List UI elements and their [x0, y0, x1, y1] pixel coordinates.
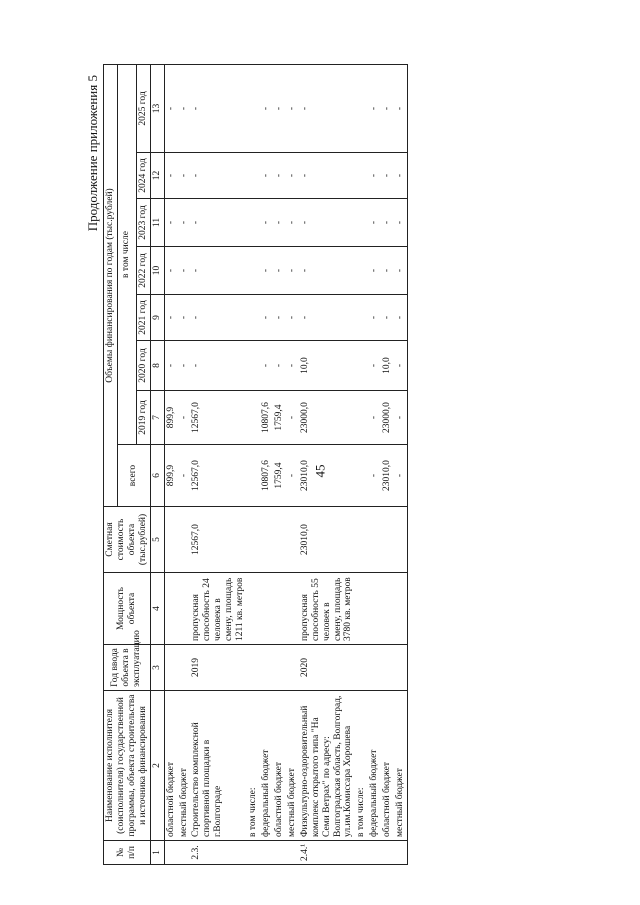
table-row: [286, 64, 299, 864]
row-capacity: [273, 573, 286, 645]
row-value-2: -: [286, 341, 299, 391]
table-row: [247, 64, 260, 864]
header-funding: Объемы финансирования по годам (тыс.рублей): [104, 64, 118, 506]
row-value-7: [355, 64, 368, 152]
row-value-6: -: [394, 153, 407, 199]
column-number: 7: [150, 391, 164, 445]
header-total: всего: [117, 445, 150, 507]
row-name: федеральный бюджет: [368, 691, 381, 841]
row-value-4: -: [178, 247, 191, 295]
header-year-5: 2023 год: [136, 199, 150, 247]
column-number: 5: [150, 507, 164, 573]
row-total: -: [394, 445, 407, 507]
table-row: [178, 64, 191, 864]
row-value-2: 10,0: [299, 341, 356, 391]
column-number: 1: [150, 841, 164, 865]
row-value-5: -: [164, 199, 177, 247]
row-value-3: -: [368, 295, 381, 341]
row-value-6: [355, 153, 368, 199]
row-value-7: -: [190, 64, 247, 152]
row-cost: [355, 507, 368, 573]
row-value-5: [355, 199, 368, 247]
row-value-7: -: [394, 64, 407, 152]
row-value-2: -: [368, 341, 381, 391]
row-total: 899,9: [164, 445, 177, 507]
row-value-6: -: [190, 153, 247, 199]
column-number: 3: [150, 645, 164, 691]
row-year: [164, 645, 177, 691]
row-value-7: [247, 64, 260, 152]
row-cost: [368, 507, 381, 573]
row-value-2: -: [260, 341, 273, 391]
column-number: 9: [150, 295, 164, 341]
row-value-1: -: [178, 391, 191, 445]
row-value-4: -: [164, 247, 177, 295]
column-number: 4: [150, 573, 164, 645]
row-value-6: -: [273, 153, 286, 199]
row-value-4: -: [299, 247, 356, 295]
header-including: в том числе: [117, 64, 136, 444]
table-row: [190, 64, 247, 864]
row-value-3: -: [286, 295, 299, 341]
row-value-1: 12567,0: [190, 391, 247, 445]
row-value-5: -: [368, 199, 381, 247]
row-value-2: 10,0: [381, 341, 394, 391]
row-value-1: -: [286, 391, 299, 445]
row-value-3: -: [273, 295, 286, 341]
row-total: 12567,0: [190, 445, 247, 507]
row-year: [355, 645, 368, 691]
row-capacity: [247, 573, 260, 645]
row-cost: [247, 507, 260, 573]
row-value-5: -: [299, 199, 356, 247]
table-row: [394, 64, 407, 864]
row-capacity: [164, 573, 177, 645]
row-cost: [394, 507, 407, 573]
row-value-4: -: [394, 247, 407, 295]
row-name: местный бюджет: [394, 691, 407, 841]
header-cost: Сметная стоимость объекта (тыс.рублей): [104, 507, 151, 573]
row-total: 23010,0: [381, 445, 394, 507]
row-value-5: -: [394, 199, 407, 247]
row-value-2: [355, 341, 368, 391]
row-year: [247, 645, 260, 691]
row-value-3: -: [178, 295, 191, 341]
column-number: 6: [150, 445, 164, 507]
row-cost: [164, 507, 177, 573]
row-value-6: -: [299, 153, 356, 199]
header-year-4: 2022 год: [136, 247, 150, 295]
row-total: [247, 445, 260, 507]
row-capacity: [368, 573, 381, 645]
row-value-6: -: [260, 153, 273, 199]
row-value-5: [247, 199, 260, 247]
row-cost: [260, 507, 273, 573]
row-value-3: -: [299, 295, 356, 341]
row-total: 23010,0: [299, 445, 356, 507]
row-value-1: -: [368, 391, 381, 445]
header-capacity: Мощность объекта: [104, 573, 151, 645]
row-value-3: -: [190, 295, 247, 341]
row-value-5: -: [178, 199, 191, 247]
row-number: [247, 841, 260, 865]
row-value-3: [355, 295, 368, 341]
row-value-6: -: [178, 153, 191, 199]
row-number: [273, 841, 286, 865]
row-capacity: [260, 573, 273, 645]
row-value-1: [355, 391, 368, 445]
header-year-6: 2024 год: [136, 153, 150, 199]
row-year: [260, 645, 273, 691]
table-row: [273, 64, 286, 864]
row-capacity: [178, 573, 191, 645]
table-row: [164, 64, 177, 864]
row-value-4: -: [368, 247, 381, 295]
row-name: в том числе:: [355, 691, 368, 841]
row-value-3: [247, 295, 260, 341]
row-capacity: пропускная способность 55 человек в смену, площадь 3780 кв. метров: [299, 573, 356, 645]
header-year-1: 2019 год: [136, 391, 150, 445]
column-number: 13: [150, 64, 164, 152]
row-value-7: -: [381, 64, 394, 152]
row-cost: [273, 507, 286, 573]
table-row: [260, 64, 273, 864]
row-value-7: -: [299, 64, 356, 152]
header-year: Год ввода объекта в эксплуатацию: [104, 645, 151, 691]
column-number: 2: [150, 691, 164, 841]
row-value-2: -: [273, 341, 286, 391]
row-year: [368, 645, 381, 691]
row-value-7: -: [368, 64, 381, 152]
row-value-1: 1759,4: [273, 391, 286, 445]
row-year: [273, 645, 286, 691]
row-value-7: -: [273, 64, 286, 152]
row-value-5: -: [260, 199, 273, 247]
column-number: 10: [150, 247, 164, 295]
row-total: 1759,4: [273, 445, 286, 507]
row-capacity: [381, 573, 394, 645]
table-row: [299, 64, 356, 864]
header-number: № п/п: [104, 841, 151, 865]
continuation-note: Продолжение приложения 5: [85, 75, 100, 232]
row-value-4: -: [381, 247, 394, 295]
row-value-3: -: [394, 295, 407, 341]
header-name: Наименование исполнителя (соисполнителя) государственной программы, объекта строительства и источника финансирования: [104, 691, 151, 841]
row-value-2: -: [178, 341, 191, 391]
row-value-6: -: [286, 153, 299, 199]
table-row: [368, 64, 381, 864]
row-value-2: -: [394, 341, 407, 391]
row-total: 10807,6: [260, 445, 273, 507]
row-name: в том числе:: [247, 691, 260, 841]
row-year: [178, 645, 191, 691]
row-cost: [178, 507, 191, 573]
row-value-6: -: [164, 153, 177, 199]
row-value-4: -: [286, 247, 299, 295]
row-value-7: -: [164, 64, 177, 152]
row-year: 2019: [190, 645, 247, 691]
row-value-5: -: [273, 199, 286, 247]
page-number: 45: [312, 464, 327, 478]
row-value-6: [247, 153, 260, 199]
row-name: местный бюджет: [178, 691, 191, 841]
header-year-3: 2021 год: [136, 295, 150, 341]
row-value-6: -: [381, 153, 394, 199]
row-number: [164, 841, 177, 865]
financing-table: [103, 64, 408, 865]
row-cost: [286, 507, 299, 573]
row-value-1: -: [394, 391, 407, 445]
row-cost: 12567,0: [190, 507, 247, 573]
row-cost: 23010,0: [299, 507, 356, 573]
row-year: [381, 645, 394, 691]
row-number: [260, 841, 273, 865]
rotated-page: [85, 65, 630, 865]
row-number: [394, 841, 407, 865]
row-year: [394, 645, 407, 691]
row-value-3: -: [260, 295, 273, 341]
row-value-4: -: [260, 247, 273, 295]
row-name: областной бюджет: [164, 691, 177, 841]
header-year-7: 2025 год: [136, 64, 150, 152]
row-value-7: -: [260, 64, 273, 152]
table-row: [355, 64, 368, 864]
row-number: [368, 841, 381, 865]
row-value-4: [355, 247, 368, 295]
row-value-1: 899,9: [164, 391, 177, 445]
row-value-7: -: [178, 64, 191, 152]
row-name: областной бюджет: [273, 691, 286, 841]
row-name: Строительство комплексной спортивной площадки в г.Волгограде: [190, 691, 247, 841]
row-capacity: пропускная способность 24 человека в смену, площадь 1211 кв. метров: [190, 573, 247, 645]
row-cost: [381, 507, 394, 573]
row-value-3: -: [381, 295, 394, 341]
row-name: местный бюджет: [286, 691, 299, 841]
row-value-2: -: [164, 341, 177, 391]
header-year-2: 2020 год: [136, 341, 150, 391]
table-row: [381, 64, 394, 864]
row-number: [381, 841, 394, 865]
row-value-2: [247, 341, 260, 391]
row-value-3: -: [164, 295, 177, 341]
row-value-7: -: [286, 64, 299, 152]
row-name: федеральный бюджет: [260, 691, 273, 841]
column-number: 8: [150, 341, 164, 391]
row-value-5: -: [286, 199, 299, 247]
row-total: -: [368, 445, 381, 507]
row-name: областной бюджет: [381, 691, 394, 841]
row-value-4: -: [190, 247, 247, 295]
row-total: -: [178, 445, 191, 507]
row-number: [178, 841, 191, 865]
row-capacity: [394, 573, 407, 645]
row-year: [286, 645, 299, 691]
row-value-5: -: [190, 199, 247, 247]
row-total: [355, 445, 368, 507]
row-capacity: [355, 573, 368, 645]
column-number: 12: [150, 153, 164, 199]
row-value-4: -: [273, 247, 286, 295]
row-name: Физкультурно-оздоровительный комплекс открытого типа "На Семи Ветрах" по адресу: Волгоградская область, Волгоград, ул.им.Комиссара Хорошева: [299, 691, 356, 841]
row-number: [355, 841, 368, 865]
row-value-4: [247, 247, 260, 295]
row-value-1: 10807,6: [260, 391, 273, 445]
row-value-6: -: [368, 153, 381, 199]
row-value-2: -: [190, 341, 247, 391]
column-number: 11: [150, 199, 164, 247]
row-number: 2.3.: [190, 841, 247, 865]
row-number: [286, 841, 299, 865]
row-value-1: 23000,0: [299, 391, 356, 445]
row-capacity: [286, 573, 299, 645]
row-number: 2.4.¹: [299, 841, 356, 865]
row-value-5: -: [381, 199, 394, 247]
row-value-1: [247, 391, 260, 445]
row-year: 2020: [299, 645, 356, 691]
row-value-1: 23000,0: [381, 391, 394, 445]
row-total: -: [286, 445, 299, 507]
